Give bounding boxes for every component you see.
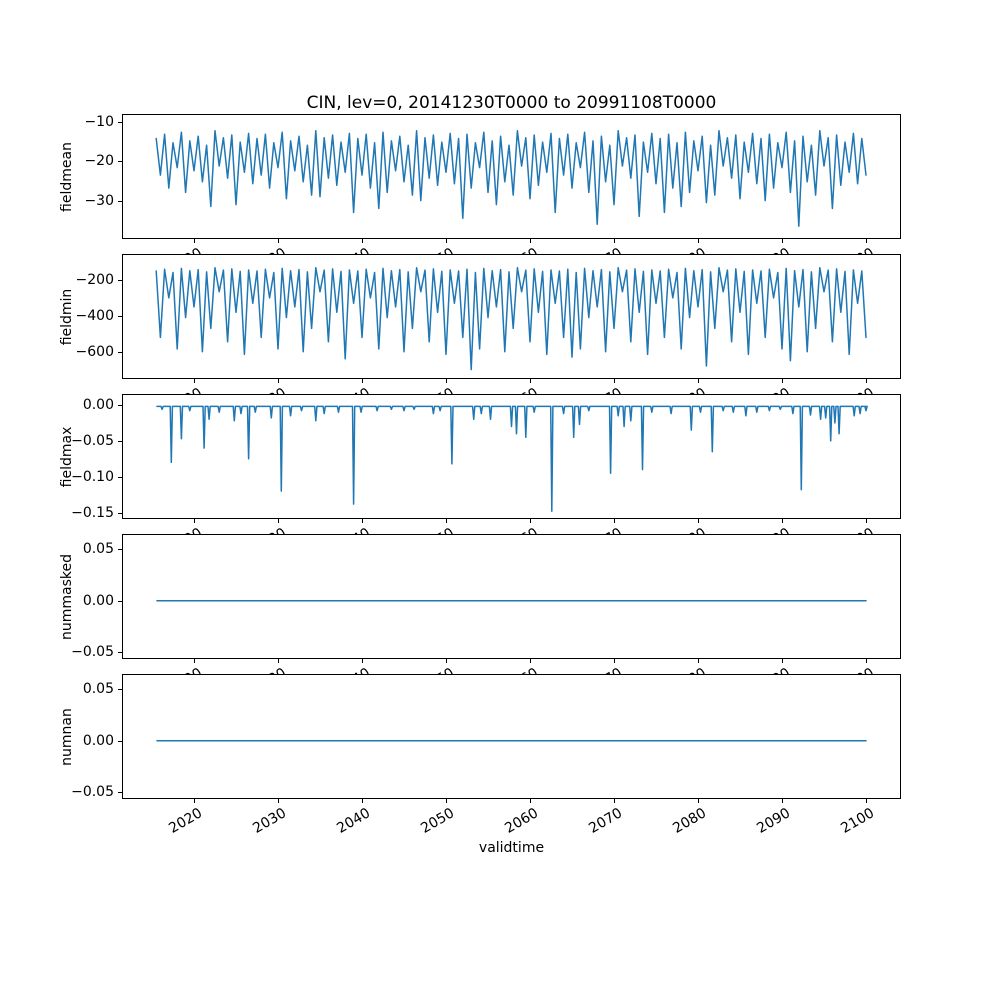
subplot-fieldmin [59, 254, 901, 379]
x-tick-mark [614, 659, 615, 663]
series-path-fieldmean [156, 131, 866, 227]
x-tick-mark [698, 799, 699, 803]
y-tick-label: −600 [75, 344, 114, 360]
x-tick-mark [362, 659, 363, 663]
x-tick-mark [782, 379, 783, 383]
x-tick-mark [278, 799, 279, 803]
x-tick-mark [530, 379, 531, 383]
x-tick-mark [782, 799, 783, 803]
y-tick-label: −20 [84, 153, 114, 169]
x-tick-mark [698, 239, 699, 243]
x-tick-mark [194, 239, 195, 243]
x-tick-mark [782, 659, 783, 663]
y-tick-label: −200 [75, 272, 114, 288]
x-tick-mark [278, 239, 279, 243]
y-axis-title-fieldmax: fieldmax [59, 426, 75, 487]
x-tick-mark [446, 379, 447, 383]
subplot-nummasked [59, 534, 901, 660]
y-axis-title-fieldmean: fieldmean [59, 141, 75, 212]
y-tick-mark [118, 316, 122, 317]
y-tick-label: −0.05 [71, 784, 114, 800]
y-tick-mark [118, 352, 122, 353]
x-tick-mark [446, 799, 447, 803]
x-axis-label: validtime [478, 840, 545, 856]
y-tick-label: −30 [84, 193, 114, 209]
x-tick-mark [866, 659, 867, 663]
x-tick-mark [698, 379, 699, 383]
line-series-fieldmax [123, 395, 900, 518]
x-tick-mark [782, 519, 783, 523]
subplot-fieldmean [59, 114, 901, 239]
y-tick-label: −400 [75, 308, 114, 324]
x-tick-label: 2100 [838, 805, 878, 837]
x-tick-mark [194, 379, 195, 383]
x-tick-mark [866, 519, 867, 523]
y-tick-label: −0.10 [71, 469, 114, 485]
y-tick-mark [118, 161, 122, 162]
y-tick-label: 0.00 [82, 593, 114, 609]
x-tick-mark [866, 799, 867, 803]
x-tick-mark [362, 799, 363, 803]
y-tick-mark [118, 689, 122, 690]
x-tick-label: 2070 [586, 805, 626, 837]
subplot-fieldmax [59, 394, 901, 521]
y-tick-mark [118, 280, 122, 281]
y-tick-label: −0.15 [71, 505, 114, 521]
y-tick-mark [118, 122, 122, 123]
y-tick-mark [118, 741, 122, 742]
x-tick-label: 2020 [166, 805, 206, 837]
series-path-fieldmax [157, 406, 867, 511]
x-tick-mark [446, 659, 447, 663]
x-tick-label: 2030 [250, 805, 290, 837]
x-tick-mark [614, 799, 615, 803]
x-tick-mark [782, 239, 783, 243]
x-tick-label: 2060 [502, 805, 542, 837]
y-tick-mark [118, 201, 122, 202]
x-tick-mark [194, 519, 195, 523]
y-tick-label: 0.05 [82, 541, 114, 557]
x-tick-mark [278, 659, 279, 663]
x-tick-label: 2050 [418, 805, 458, 837]
x-tick-mark [362, 379, 363, 383]
x-tick-mark [866, 239, 867, 243]
x-tick-mark [194, 799, 195, 803]
y-axis-title-fieldmin: fieldmin [59, 288, 75, 345]
x-tick-mark [530, 519, 531, 523]
y-tick-mark [118, 405, 122, 406]
y-tick-label: −0.05 [71, 644, 114, 660]
x-tick-label: 2040 [334, 805, 374, 837]
y-tick-mark [118, 652, 122, 653]
x-tick-mark [698, 519, 699, 523]
y-tick-mark [118, 601, 122, 602]
x-tick-mark [530, 799, 531, 803]
y-axis-title-nummasked: nummasked [59, 553, 75, 640]
x-tick-mark [362, 519, 363, 523]
line-series-nummasked [123, 535, 900, 658]
x-tick-mark [614, 239, 615, 243]
x-tick-label: 2090 [754, 805, 794, 837]
x-tick-mark [530, 659, 531, 663]
x-tick-label: 2080 [670, 805, 710, 837]
x-tick-mark [866, 379, 867, 383]
chart-title: CIN, lev=0, 20141230T0000 to 20991108T0000 [306, 93, 717, 113]
x-tick-mark [194, 659, 195, 663]
line-series-fieldmin [123, 255, 900, 378]
x-tick-mark [278, 379, 279, 383]
x-tick-mark [446, 519, 447, 523]
y-tick-label: −10 [84, 114, 114, 130]
subplot-numnan [59, 674, 901, 837]
y-tick-label: 0.00 [82, 397, 114, 413]
y-tick-label: 0.05 [82, 681, 114, 697]
x-tick-mark [278, 519, 279, 523]
x-tick-mark [362, 239, 363, 243]
y-tick-label: −0.05 [71, 433, 114, 449]
line-series-fieldmean [123, 115, 900, 238]
y-tick-mark [118, 441, 122, 442]
y-tick-mark [118, 792, 122, 793]
y-tick-label: 0.00 [82, 733, 114, 749]
y-axis-title-numnan: numnan [59, 707, 75, 766]
line-series-numnan [123, 675, 900, 798]
x-tick-mark [530, 239, 531, 243]
y-tick-mark [118, 513, 122, 514]
x-tick-mark [698, 659, 699, 663]
x-tick-mark [446, 239, 447, 243]
x-tick-mark [614, 379, 615, 383]
x-tick-mark [614, 519, 615, 523]
y-tick-mark [118, 549, 122, 550]
series-path-fieldmin [156, 268, 866, 370]
y-tick-mark [118, 477, 122, 478]
